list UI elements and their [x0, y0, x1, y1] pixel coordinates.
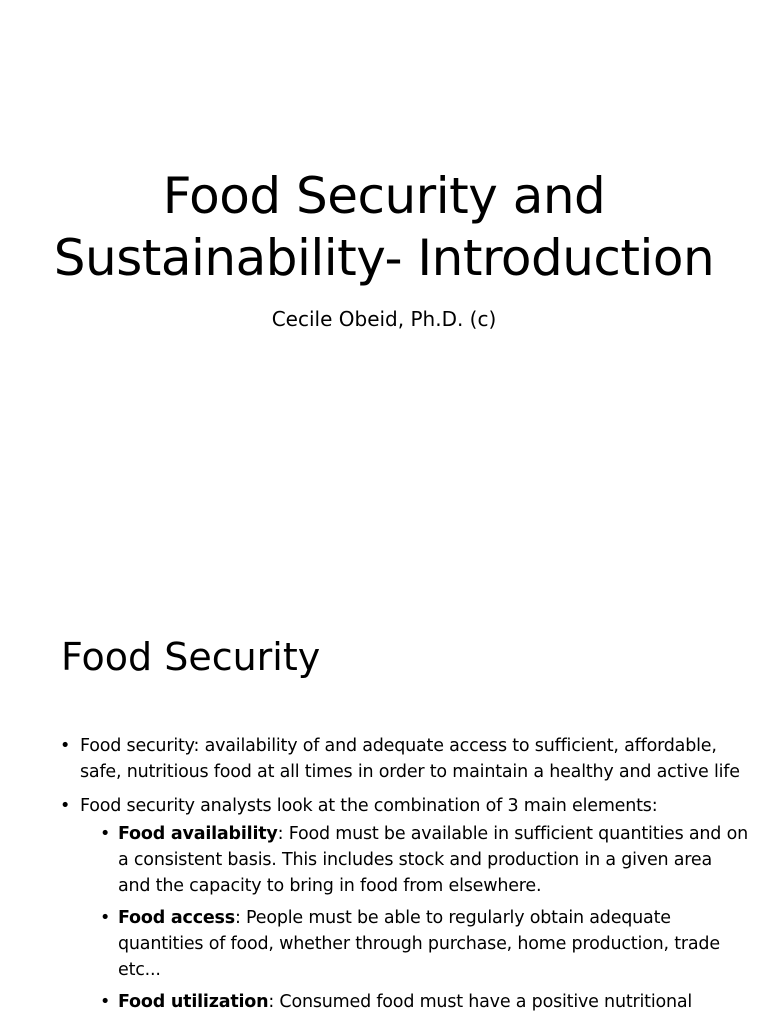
- author-subtitle: Cecile Obeid, Ph.D. (c): [271, 307, 497, 331]
- title-line-2: Sustainability- Introduction: [53, 229, 715, 287]
- bullet-item: [58, 793, 748, 1015]
- sub-bullet-term: Food availability: [118, 824, 278, 844]
- sub-bullet-item: [80, 989, 748, 1015]
- sub-bullet-text: : Consumed food must have a positive nutritional: [268, 992, 693, 1012]
- sub-bullet-term: Food access: [118, 908, 235, 928]
- content-slide: [0, 576, 768, 1024]
- sub-bullet-list: [80, 821, 748, 1015]
- sub-bullet-text: : People must be able to regularly obtain adequate quantities of food, whether through purchase, home production, trade etc...: [118, 908, 720, 980]
- title-line-1: Food Security and: [162, 167, 606, 225]
- bullet-item: [58, 733, 748, 785]
- bullet-text: Food security analysts look at the combination of 3 main elements:: [80, 796, 658, 816]
- sub-bullet-term: Food utilization: [118, 992, 269, 1012]
- sub-bullet-item: [80, 821, 748, 899]
- slide-title: Food Security: [61, 635, 321, 679]
- presentation-title: [0, 165, 768, 289]
- bullet-text: Food security: availability of and adequate access to sufficient, affordable, safe, nutritious food at all times in order to maintain a healthy and active life: [80, 736, 740, 782]
- sub-bullet-text: : Food must be available in sufficient quantities and on a consistent basis. This includes stock and production in a given area and the capacity to bring in food from elsewhere.: [118, 824, 748, 896]
- sub-bullet-item: [80, 905, 748, 983]
- bullet-list: [58, 733, 748, 1023]
